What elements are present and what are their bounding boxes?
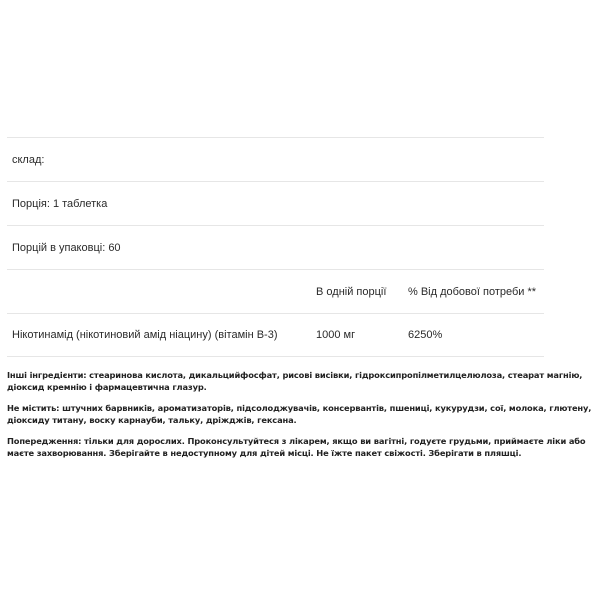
serving-size-row — [7, 181, 544, 225]
free-of-statement: Не містить: штучних барвників, ароматизаторів, підсолоджувачів, консервантів, пшениці, кукурудзи, сої, молока, глютену, діоксиду титану, воску карнауби, тальку, дріжджів, гексана. — [7, 403, 592, 425]
nutrient-daily-value: 6250% — [408, 329, 443, 341]
other-ingredients: Інші інгредієнти: стеаринова кислота, дикальцийфосфат, рисові висівки, гідроксипропілметилцелюлоза, стеарат магнію, діоксид кремнію і фармацевтична глазур. — [7, 370, 583, 392]
facts-title-row — [7, 137, 544, 181]
serving-size: Порція: 1 таблетка — [12, 197, 108, 210]
supplement-facts-table — [7, 137, 544, 357]
nutrient-amount: 1000 мг — [316, 329, 356, 341]
header-daily-value: % Від добової потреби ** — [408, 285, 537, 298]
product-notes — [7, 369, 593, 468]
header-amount: В одній порції — [316, 285, 387, 298]
table-row — [7, 313, 544, 357]
servings-per-container-row — [7, 225, 544, 269]
nutrient-name: Нікотинамід (нікотиновий амід ніацину) (вітамін B-3) — [12, 329, 278, 341]
facts-title: склад: — [12, 153, 45, 166]
servings-per-container: Порцій в упаковці: 60 — [12, 241, 121, 254]
table-header-row — [7, 269, 544, 313]
warning-statement: Попередження: тільки для дорослих. Проконсультуйтеся з лікарем, якщо ви вагітні, годуєте грудьми, приймаєте ліки або маєте захворювання. Зберігайте в недоступному для дітей місці. Не їжте пакет свіжості. Зберігати в пляшці. — [7, 436, 586, 458]
